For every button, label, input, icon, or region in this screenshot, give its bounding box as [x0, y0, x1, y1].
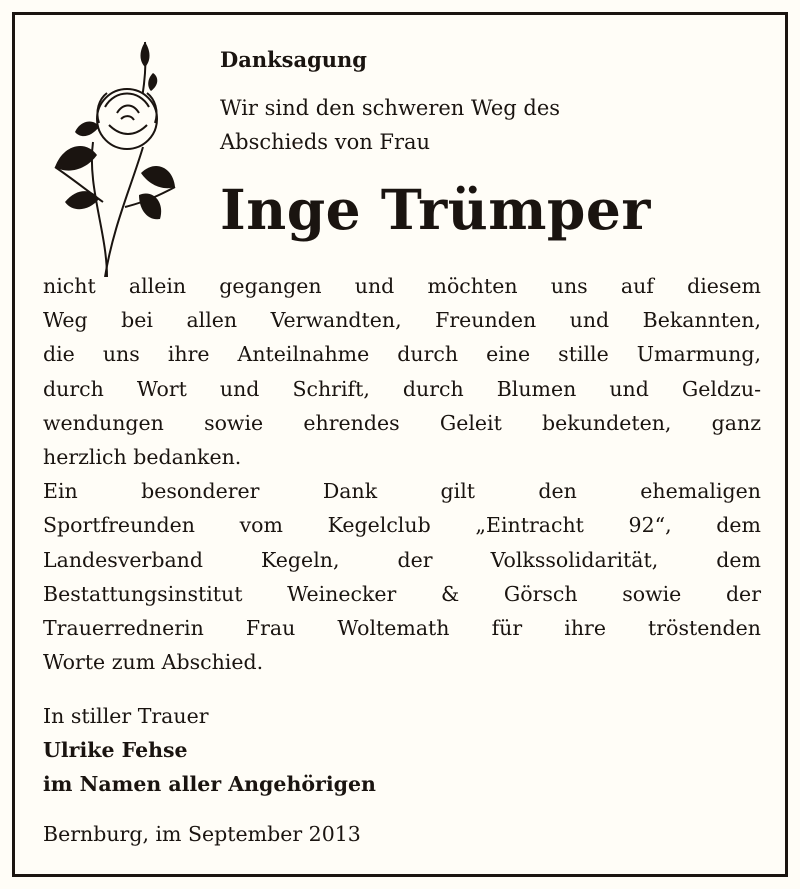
intro-text	[220, 91, 740, 159]
notice-heading: Danksagung	[220, 47, 367, 72]
body-line: Ein besonderer Dank gilt den ehemaligen	[43, 479, 761, 504]
place-date: Bernburg, im September 2013	[43, 822, 361, 846]
body-line: durch Wort und Schrift, durch Blumen und Geldzu-	[43, 376, 761, 401]
on-behalf-line: im Namen aller Angehörigen	[43, 772, 376, 797]
body-line: Bestattungsinstitut Weinecker & Görsch sowie der	[43, 581, 761, 606]
thank-you-text	[43, 269, 761, 679]
obituary-notice	[12, 12, 788, 877]
body-line: herzlich bedanken.	[43, 445, 242, 470]
body-line: Worte zum Abschied.	[43, 650, 264, 675]
intro-line: Abschieds von Frau	[220, 130, 431, 154]
signature-block	[43, 699, 376, 802]
intro-line: Wir sind den schweren Weg des	[220, 96, 561, 120]
mourning-phrase: In stiller Trauer	[43, 704, 209, 728]
rose-icon	[35, 27, 185, 277]
body-line: Trauerrednerin Frau Woltemath für ihre tröstenden	[43, 616, 761, 641]
signer-name: Ulrike Fehse	[43, 738, 188, 763]
body-line: Landesverband Kegeln, der Volkssolidarität, dem	[43, 547, 761, 572]
deceased-name: Inge Trümper	[220, 177, 651, 242]
body-line: Sportfreunden vom Kegelclub „Eintracht 92“, dem	[43, 513, 761, 538]
body-line: die uns ihre Anteilnahme durch eine stille Umarmung,	[43, 342, 761, 367]
body-line: wendungen sowie ehrendes Geleit bekundeten, ganz	[43, 410, 761, 435]
body-line: nicht allein gegangen und möchten uns auf diesem	[43, 274, 761, 298]
body-line: Weg bei allen Verwandten, Freunden und Bekannten,	[43, 308, 761, 333]
